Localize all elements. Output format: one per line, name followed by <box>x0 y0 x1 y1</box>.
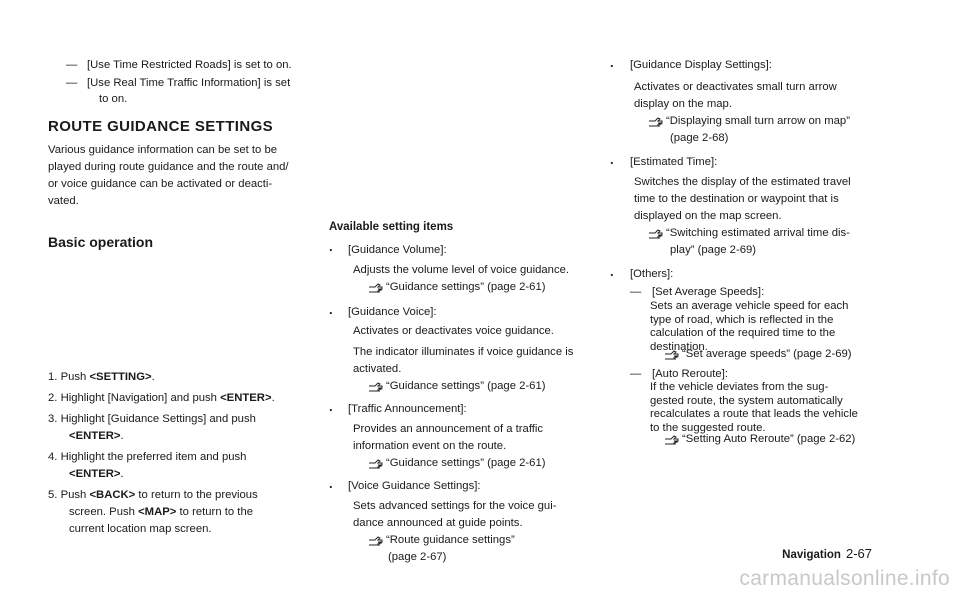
cross-reference-cont: play” (page 2-69) <box>670 244 757 256</box>
step-5: 5. Push <BACK> to return to the previous <box>48 489 258 501</box>
cross-reference[interactable]: “Guidance settings” (page 2-61) <box>368 455 546 472</box>
item-traffic-announcement-title: [Traffic Announcement]: <box>348 403 467 415</box>
key-enter: <ENTER> <box>69 468 121 480</box>
step-3: 3. Highlight [Guidance Settings] and push <box>48 413 256 425</box>
bullet: . <box>610 152 614 167</box>
sub-set-average-speeds-desc-2: type of road, which is reflected in the <box>650 313 834 326</box>
sub-auto-reroute-desc-2: gested route, the system automatically <box>650 394 843 407</box>
cross-reference[interactable]: “Setting Auto Reroute” (page 2-62) <box>664 431 855 448</box>
page-footer <box>782 546 872 561</box>
sub-set-average-speeds-desc-4: destination. <box>650 340 708 353</box>
intro-line-3: or voice guidance can be activated or deacti- <box>48 178 273 190</box>
hand-pointer-icon <box>648 115 663 127</box>
hand-pointer-icon <box>368 281 383 293</box>
cross-reference[interactable]: “Displaying small turn arrow on map” <box>648 113 850 130</box>
key-enter: <ENTER> <box>220 392 272 404</box>
item-estimated-time-desc-1: Switches the display of the estimated travel <box>634 176 851 188</box>
item-guidance-voice-title: [Guidance Voice]: <box>348 306 437 318</box>
step-5-cont: screen. Push <MAP> to return to the <box>69 506 254 518</box>
watermark: carmanualsonline.info <box>739 567 950 590</box>
item-voice-guidance-settings-desc-1: Sets advanced settings for the voice gui- <box>353 500 557 512</box>
sub-auto-reroute-desc-3: recalculates a route that leads the vehicle <box>650 408 858 420</box>
hand-pointer-icon <box>368 457 383 469</box>
item-others-title: [Others]: <box>630 268 674 280</box>
item-guidance-voice-desc2-2: activated. <box>353 363 402 375</box>
bullet: . <box>329 239 333 254</box>
step-2: 2. Highlight [Navigation] and push <ENTER>. <box>48 392 275 404</box>
item-guidance-volume-title: [Guidance Volume]: <box>348 244 447 256</box>
intro-line-2: played during route guidance and the route and/ <box>48 161 289 173</box>
bullet: . <box>610 55 614 70</box>
item-guidance-volume-desc: Adjusts the volume level of voice guidance. <box>353 264 570 276</box>
cross-reference[interactable]: “Guidance settings” (page 2-61) <box>368 378 546 395</box>
step-5-cont-2: current location map screen. <box>69 523 212 535</box>
dash-item-1: [Use Time Restricted Roads] is set to on. <box>87 59 292 71</box>
item-voice-guidance-settings-desc-2: dance announced at guide points. <box>353 517 523 529</box>
sub-set-average-speeds-desc-1: Sets an average vehicle speed for each <box>650 300 849 312</box>
step-1: 1. Push <SETTING>. <box>48 371 155 383</box>
dash-marker: — <box>66 77 78 89</box>
item-estimated-time-desc-2: time to the destination or waypoint that is <box>634 193 839 205</box>
key-setting: <SETTING> <box>89 371 152 383</box>
item-traffic-announcement-desc-1: Provides an announcement of a traffic <box>353 423 544 435</box>
key-map: <MAP> <box>138 506 177 518</box>
section-title: ROUTE GUIDANCE SETTINGS <box>48 118 274 135</box>
item-voice-guidance-settings-title: [Voice Guidance Settings]: <box>348 480 481 492</box>
available-items-heading: Available setting items <box>329 221 454 233</box>
sub-auto-reroute-title: [Auto Reroute]: <box>652 368 728 380</box>
sub-set-average-speeds-title: [Set Average Speeds]: <box>652 286 765 298</box>
item-estimated-time-desc-3: displayed on the map screen. <box>634 210 782 222</box>
cross-reference[interactable]: “Set average speeds” (page 2-69) <box>664 346 852 363</box>
intro-line-1: Various guidance information can be set to be <box>48 144 278 156</box>
hand-pointer-icon <box>664 433 679 445</box>
item-guidance-voice-desc2-1: The indicator illuminates if voice guidance is <box>353 346 574 358</box>
hand-pointer-icon <box>368 380 383 392</box>
hand-pointer-icon <box>648 227 663 239</box>
sub-auto-reroute-desc-1: If the vehicle deviates from the sug- <box>650 381 829 393</box>
bullet: . <box>329 302 333 317</box>
footer-section: Navigation <box>782 549 841 561</box>
page-number: 2-67 <box>845 546 872 561</box>
item-guidance-display-desc-2: display on the map. <box>634 98 732 110</box>
bullet: . <box>329 399 333 414</box>
hand-pointer-icon <box>664 348 679 360</box>
item-guidance-display-desc-1: Activates or deactivates small turn arrow <box>634 81 837 93</box>
intro-line-4: vated. <box>48 195 79 207</box>
item-estimated-time-title: [Estimated Time]: <box>630 156 718 168</box>
step-3-cont: <ENTER>. <box>69 430 124 442</box>
cross-reference[interactable]: “Guidance settings” (page 2-61) <box>368 279 546 296</box>
bullet: . <box>329 476 333 491</box>
sub-auto-reroute-desc-4: to the suggested route. <box>650 421 766 434</box>
step-4-cont: <ENTER>. <box>69 468 124 480</box>
key-enter: <ENTER> <box>69 430 121 442</box>
sub-set-average-speeds-desc-3: calculation of the required time to the <box>650 327 836 339</box>
dash-marker: — <box>630 368 642 380</box>
dash-marker: — <box>66 59 78 71</box>
bullet: . <box>610 264 614 279</box>
hand-pointer-icon <box>368 534 383 546</box>
key-back: <BACK> <box>89 489 136 501</box>
dash-marker: — <box>630 286 642 298</box>
item-guidance-display-title: [Guidance Display Settings]: <box>630 59 772 71</box>
subheading: Basic operation <box>48 234 154 250</box>
cross-reference[interactable]: “Route guidance settings” <box>368 532 515 549</box>
item-guidance-voice-desc: Activates or deactivates voice guidance. <box>353 325 554 337</box>
step-4: 4. Highlight the preferred item and push <box>48 451 247 463</box>
item-traffic-announcement-desc-2: information event on the route. <box>353 440 507 452</box>
dash-item-2-cont: to on. <box>99 93 128 105</box>
cross-reference[interactable]: “Switching estimated arrival time dis- <box>648 225 850 242</box>
dash-item-2: [Use Real Time Traffic Information] is set <box>87 77 291 89</box>
cross-reference-cont: (page 2-68) <box>670 132 729 144</box>
cross-reference-cont: (page 2-67) <box>388 551 447 563</box>
